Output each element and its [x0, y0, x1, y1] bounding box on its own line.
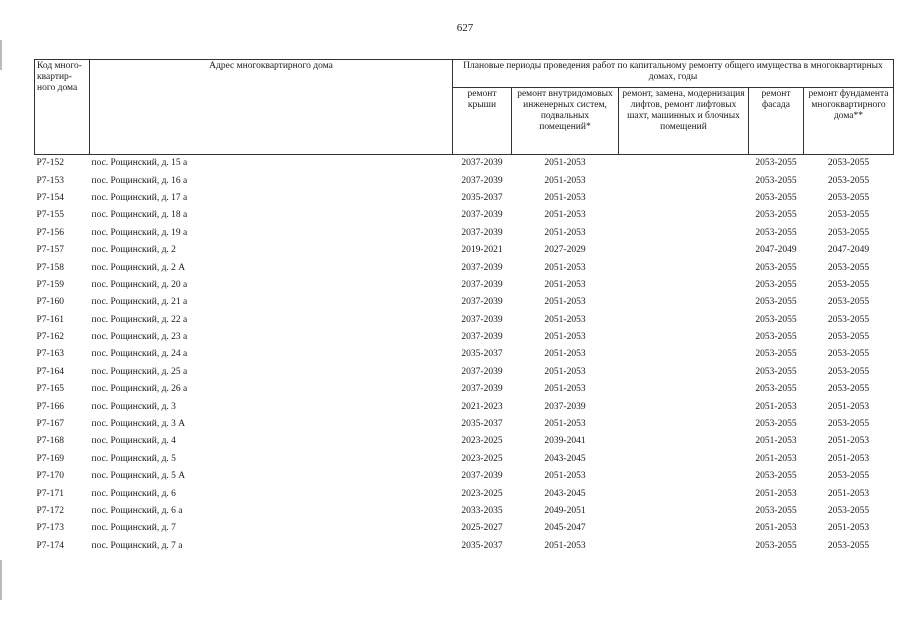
row-roof-period: 2021-2023: [461, 401, 503, 412]
row-foundation-period: 2053-2055: [827, 471, 870, 482]
row-foundation-period: 2053-2055: [827, 175, 870, 186]
table-body: [35, 155, 894, 555]
scan-edge-mark: [0, 40, 2, 70]
row-code: Р7-153: [36, 175, 64, 186]
row-facade-period: 2051-2053: [755, 436, 797, 447]
table-row: [35, 468, 894, 485]
row-code: Р7-171: [36, 488, 64, 499]
row-roof-period: 2037-2039: [461, 262, 503, 273]
table-row: [35, 398, 894, 415]
row-code: Р7-152: [35, 155, 90, 173]
row-foundation-period: 2053-2055: [827, 227, 870, 238]
row-elevators-period: [619, 433, 749, 450]
row-roof-period: 2035-2037: [461, 349, 503, 360]
row-systems-period: 2043-2045: [544, 488, 586, 499]
row-foundation-period: 2051-2053: [827, 453, 870, 464]
row-address: пос. Рощинский, д. 20 а: [91, 279, 188, 290]
table-row: [35, 485, 894, 502]
row-foundation-period: 2051-2053: [827, 401, 870, 412]
row-systems-period: 2039-2041: [544, 436, 586, 447]
row-elevators-period: [619, 172, 749, 189]
row-address: пос. Рощинский, д. 16 а: [91, 175, 188, 186]
row-facade-period: 2053-2055: [755, 540, 797, 551]
row-systems-period: 2051-2053: [512, 155, 619, 173]
row-facade-period: 2051-2053: [755, 401, 797, 412]
row-address: пос. Рощинский, д. 25 а: [91, 366, 188, 377]
row-facade-period: 2053-2055: [755, 227, 797, 238]
row-code: Р7-154: [36, 192, 64, 203]
table-row: [35, 207, 894, 224]
row-systems-period: 2051-2053: [544, 175, 586, 186]
table-row: [35, 451, 894, 468]
row-systems-period: 2051-2053: [544, 210, 586, 221]
row-code: Р7-166: [36, 401, 64, 412]
header-systems: ремонт внутридомовых инженерных систем, подвальных помещений*: [512, 88, 619, 155]
row-roof-period: 2019-2021: [461, 245, 503, 256]
row-code: Р7-161: [36, 314, 64, 325]
table-row: [35, 294, 894, 311]
row-systems-period: 2051-2053: [544, 349, 586, 360]
row-address: пос. Рощинский, д. 5 А: [91, 471, 186, 482]
row-address: пос. Рощинский, д. 15 а: [90, 155, 453, 173]
row-code: Р7-163: [36, 349, 64, 360]
row-address: пос. Рощинский, д. 3 А: [91, 419, 186, 430]
row-foundation-period: 2053-2055: [827, 262, 870, 273]
row-address: пос. Рощинский, д. 17 а: [91, 192, 188, 203]
row-address: пос. Рощинский, д. 22 а: [91, 314, 188, 325]
table-row: [35, 312, 894, 329]
row-systems-period: 2051-2053: [544, 540, 586, 551]
row-elevators-period: [619, 312, 749, 329]
row-elevators-period: [619, 277, 749, 294]
row-systems-period: 2051-2053: [544, 419, 586, 430]
row-code: Р7-169: [36, 453, 64, 464]
row-systems-period: 2051-2053: [544, 192, 586, 203]
row-roof-period: 2037-2039: [461, 279, 503, 290]
row-elevators-period: [619, 503, 749, 520]
row-address: пос. Рощинский, д. 26 а: [91, 384, 188, 395]
table-row: [35, 433, 894, 450]
table-row: [35, 503, 894, 520]
row-foundation-period: 2047-2049: [827, 245, 870, 256]
row-roof-period: 2037-2039: [461, 227, 503, 238]
row-roof-period: 2035-2037: [461, 540, 503, 551]
table-row: [35, 242, 894, 259]
row-elevators-period: [619, 329, 749, 346]
header-roof: ремонт крыши: [453, 88, 512, 155]
row-systems-period: 2051-2053: [544, 314, 586, 325]
row-address: пос. Рощинский, д. 2: [91, 245, 176, 256]
row-facade-period: 2051-2053: [755, 488, 797, 499]
row-systems-period: 2049-2051: [544, 506, 586, 516]
row-address: пос. Рощинский, д. 2 А: [91, 262, 186, 273]
row-code: Р7-155: [36, 210, 64, 221]
row-roof-period: 2033-2035: [461, 506, 503, 516]
repair-schedule-table: [34, 59, 894, 555]
row-systems-period: 2027-2029: [544, 245, 586, 256]
table-row: [35, 329, 894, 346]
row-facade-period: 2053-2055: [755, 332, 797, 343]
row-foundation-period: 2053-2055: [827, 210, 870, 221]
row-code: Р7-157: [36, 245, 64, 256]
table-row: [35, 538, 894, 555]
table-row: [35, 172, 894, 189]
row-foundation-period: 2053-2055: [827, 419, 870, 430]
row-facade-period: 2053-2055: [755, 262, 797, 273]
row-elevators-period: [619, 416, 749, 433]
row-code: Р7-174: [36, 540, 64, 551]
row-roof-period: 2037-2039: [461, 471, 503, 482]
row-elevators-period: [619, 242, 749, 259]
row-systems-period: 2051-2053: [544, 332, 586, 343]
row-code: Р7-173: [36, 523, 64, 534]
row-facade-period: 2053-2055: [755, 349, 797, 360]
row-roof-period: 2037-2039: [461, 314, 503, 325]
row-code: Р7-158: [36, 262, 64, 273]
row-foundation-period: 2053-2055: [827, 279, 870, 290]
row-systems-period: 2051-2053: [544, 279, 586, 290]
table-row: [35, 225, 894, 242]
row-roof-period: 2023-2025: [461, 453, 503, 464]
row-foundation-period: 2053-2055: [827, 384, 870, 395]
table-row: [35, 381, 894, 398]
table-row: [35, 346, 894, 363]
row-code: Р7-170: [36, 471, 64, 482]
row-systems-period: 2043-2045: [544, 453, 586, 464]
table-row: [35, 190, 894, 207]
row-elevators-period: [619, 485, 749, 502]
row-foundation-period: 2053-2055: [827, 506, 870, 516]
table-row: [35, 155, 894, 173]
row-foundation-period: 2053-2055: [827, 349, 870, 360]
row-address: пос. Рощинский, д. 6 а: [91, 506, 183, 516]
row-code: Р7-172: [36, 506, 64, 516]
row-foundation-period: 2053-2055: [827, 297, 870, 308]
row-facade-period: 2053-2055: [755, 175, 797, 186]
row-systems-period: 2051-2053: [544, 366, 586, 377]
row-code: Р7-165: [36, 384, 64, 395]
row-facade-period: 2053-2055: [755, 192, 797, 203]
row-facade-period: 2053-2055: [755, 210, 797, 221]
row-roof-period: 2037-2039: [461, 210, 503, 221]
row-code: Р7-162: [36, 332, 64, 343]
row-elevators-period: [619, 155, 749, 173]
row-facade-period: 2053-2055: [755, 506, 797, 516]
row-roof-period: 2037-2039: [461, 175, 503, 186]
row-roof-period: 2037-2039: [461, 384, 503, 395]
table-row: [35, 416, 894, 433]
row-elevators-period: [619, 364, 749, 381]
header-periods: Плановые периоды проведения работ по капитальному ремонту общего имущества в многоквартирных домах, годы: [453, 60, 894, 88]
row-facade-period: 2053-2055: [755, 366, 797, 377]
row-systems-period: 2051-2053: [544, 227, 586, 238]
row-systems-period: 2051-2053: [544, 384, 586, 395]
header-elevators: ремонт, замена, модернизация лифтов, ремонт лифтовых шахт, машинных и блочных помещений: [619, 88, 749, 155]
row-systems-period: 2051-2053: [544, 297, 586, 308]
row-systems-period: 2051-2053: [544, 262, 586, 273]
row-facade-period: 2053-2055: [755, 384, 797, 395]
row-facade-period: 2053-2055: [755, 419, 797, 430]
row-address: пос. Рощинский, д. 3: [91, 401, 176, 412]
row-code: Р7-159: [36, 279, 64, 290]
row-elevators-period: [619, 468, 749, 485]
row-address: пос. Рощинский, д. 18 а: [91, 210, 188, 221]
row-roof-period: 2025-2027: [461, 523, 503, 534]
row-facade-period: 2053-2055: [749, 155, 804, 173]
row-elevators-period: [619, 346, 749, 363]
row-address: пос. Рощинский, д. 4: [91, 436, 176, 447]
row-address: пос. Рощинский, д. 21 а: [91, 297, 188, 308]
row-facade-period: 2051-2053: [755, 453, 797, 464]
row-facade-period: 2053-2055: [755, 471, 797, 482]
row-roof-period: 2037-2039: [461, 332, 503, 343]
row-roof-period: 2037-2039: [453, 155, 512, 173]
table-row: [35, 277, 894, 294]
row-elevators-period: [619, 520, 749, 537]
row-address: пос. Рощинский, д. 19 а: [91, 227, 188, 238]
row-elevators-period: [619, 294, 749, 311]
row-address: пос. Рощинский, д. 6: [91, 488, 176, 499]
row-foundation-period: 2053-2055: [827, 540, 870, 551]
row-elevators-period: [619, 207, 749, 224]
row-roof-period: 2023-2025: [461, 436, 503, 447]
row-foundation-period: 2053-2055: [827, 366, 870, 377]
page-number: 627: [456, 22, 474, 34]
row-foundation-period: 2051-2053: [827, 488, 870, 499]
row-systems-period: 2037-2039: [544, 401, 586, 412]
row-address: пос. Рощинский, д. 24 а: [91, 349, 188, 360]
row-address: пос. Рощинский, д. 5: [91, 453, 176, 464]
row-foundation-period: 2053-2055: [827, 314, 870, 325]
row-elevators-period: [619, 190, 749, 207]
row-facade-period: 2053-2055: [755, 314, 797, 325]
header-code: Код много-квартир-ного дома: [35, 60, 90, 155]
row-elevators-period: [619, 225, 749, 242]
row-foundation-period: 2053-2055: [804, 155, 894, 173]
row-systems-period: 2051-2053: [544, 471, 586, 482]
row-code: Р7-156: [36, 227, 64, 238]
row-roof-period: 2035-2037: [461, 192, 503, 203]
row-facade-period: 2053-2055: [755, 279, 797, 290]
table-row: [35, 259, 894, 276]
row-roof-period: 2023-2025: [461, 488, 503, 499]
table-row: [35, 520, 894, 537]
row-elevators-period: [619, 259, 749, 276]
row-roof-period: 2035-2037: [461, 419, 503, 430]
row-facade-period: 2053-2055: [755, 297, 797, 308]
row-foundation-period: 2051-2053: [827, 436, 870, 447]
row-foundation-period: 2053-2055: [827, 332, 870, 343]
row-code: Р7-164: [36, 366, 64, 377]
row-code: Р7-160: [36, 297, 64, 308]
row-elevators-period: [619, 538, 749, 555]
row-systems-period: 2045-2047: [544, 523, 586, 534]
header-address: Адрес многоквартирного дома: [90, 60, 453, 155]
row-elevators-period: [619, 398, 749, 415]
row-elevators-period: [619, 381, 749, 398]
row-code: Р7-167: [36, 419, 64, 430]
table-row: [35, 364, 894, 381]
row-address: пос. Рощинский, д. 7 а: [91, 540, 183, 551]
row-foundation-period: 2053-2055: [827, 192, 870, 203]
row-facade-period: 2051-2053: [755, 523, 797, 534]
row-address: пос. Рощинский, д. 23 а: [91, 332, 188, 343]
row-facade-period: 2047-2049: [755, 245, 797, 256]
scan-edge-mark: [0, 560, 2, 600]
row-roof-period: 2037-2039: [461, 297, 503, 308]
header-foundation: ремонт фундамента многоквартирного дома**: [804, 88, 894, 155]
row-code: Р7-168: [36, 436, 64, 447]
row-roof-period: 2037-2039: [461, 366, 503, 377]
header-facade: ремонт фасада: [749, 88, 804, 155]
row-foundation-period: 2051-2053: [827, 523, 870, 534]
row-address: пос. Рощинский, д. 7: [91, 523, 176, 534]
row-elevators-period: [619, 451, 749, 468]
